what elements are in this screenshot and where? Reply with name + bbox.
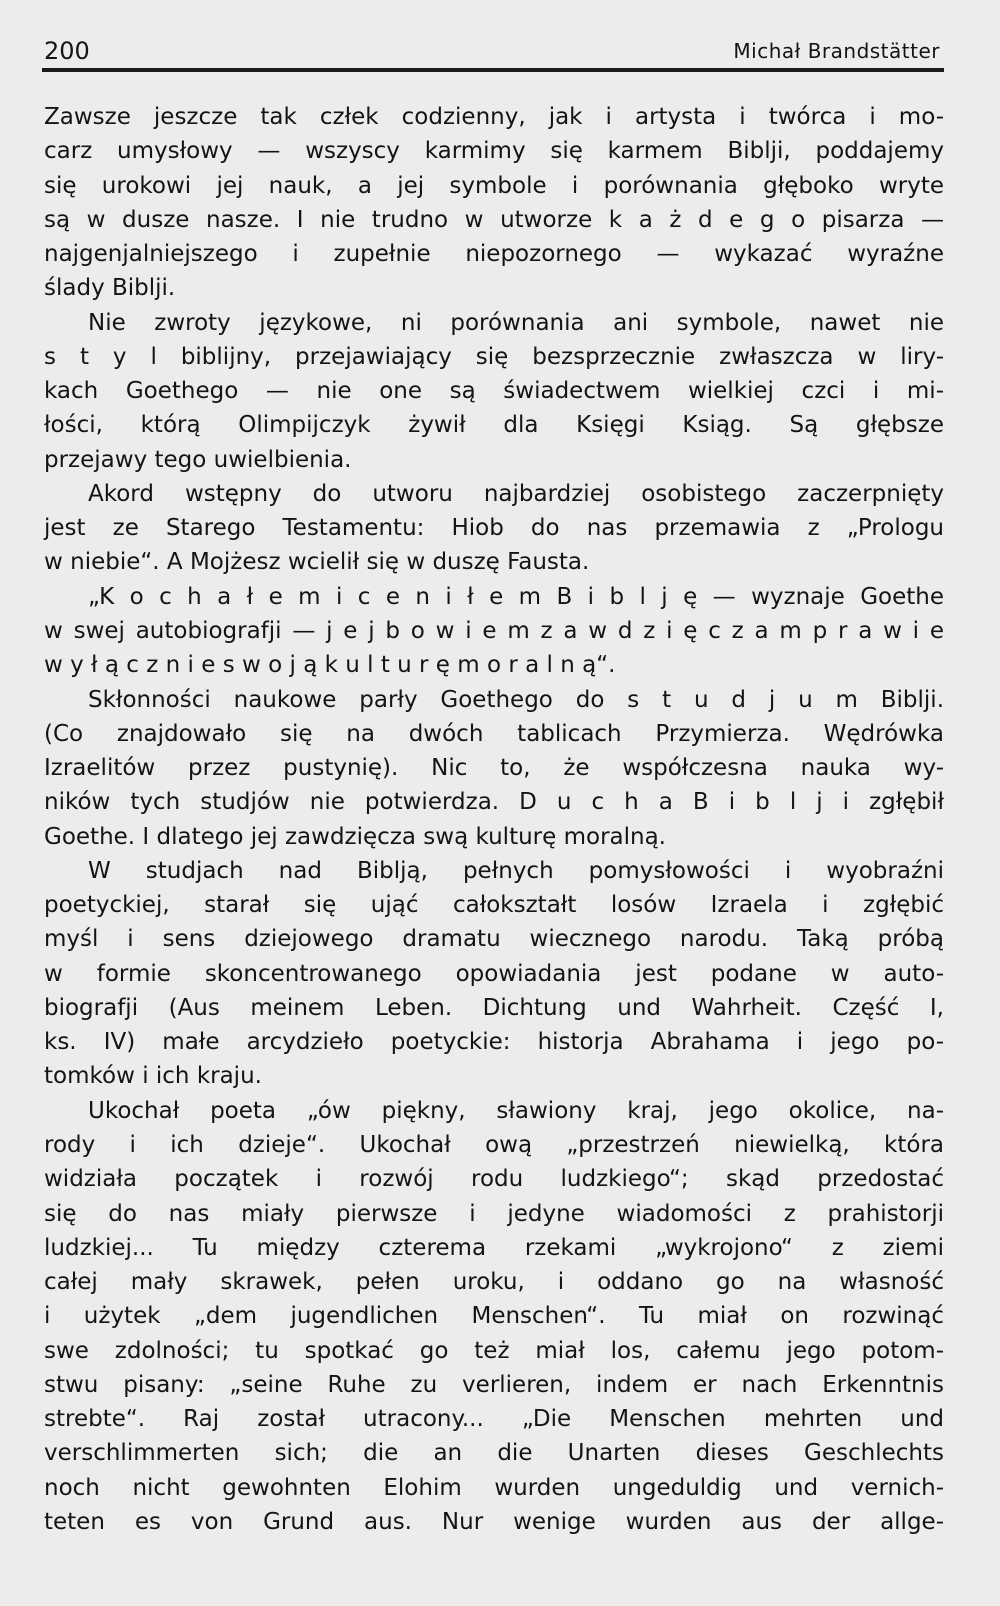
text-line: tomków i ich kraju. [44,1063,262,1090]
text-line: teten es von Grund aus. Nur wenige wurden aus der allge- [44,1508,944,1535]
text-line: s t y l biblijny, przejawiający się bezsprzecznie zwłaszcza w liry- [44,343,944,370]
text-line: ślady Biblji. [44,275,176,302]
text-line: w swej autobiografji — j e j b o w i e m z a w d z i ę c z a m p r a w i e [44,617,944,644]
text-line: łości, którą Olimpijczyk żywił dla Księgi Ksiąg. Są głębsze [44,412,944,439]
text-line: verschlimmerten sich; die an die Unarten dieses Geschlechts [44,1440,944,1467]
header-rule [42,68,944,72]
text-line: kach Goethego — nie one są świadectwem wielkiej czci i mi- [44,378,944,405]
text-line: rody i ich dzieje“. Ukochał ową „przestrzeń niewielką, która [44,1131,944,1158]
text-line: poetyckiej, starał się ująć całokształt losów Izraela i zgłębić [44,892,944,919]
text-line: ludzkiej... Tu między czterema rzekami „wykrojono“ z ziemi [44,1234,944,1261]
text-line: najgenjalniejszego i zupełnie niepozornego — wykazać wyraźne [44,241,944,268]
text-line: „K o c h a ł e m i c e n i ł e m B i b l j ę — wyznaje Goethe [88,583,944,610]
text-line: (Co znajdowało się na dwóch tablicach Przymierza. Wędrówka [44,720,944,747]
text-line: Zawsze jeszcze tak człek codzienny, jak i artysta i twórca i mo- [44,104,944,130]
text-line: Skłonności naukowe parły Goethego do s t u d j u m Biblji. [88,686,944,713]
text-line: Ukochał poeta „ów piękny, sławiony kraj, jego okolice, na- [88,1097,944,1124]
body-text [44,100,944,1539]
text-line: W studjach nad Biblją, pełnych pomysłowości i wyobraźni [88,857,944,884]
text-line: biografji (Aus meinem Leben. Dichtung und Wahrheit. Część I, [44,994,944,1021]
text-line: przejawy tego uwielbienia. [44,446,352,473]
page-number: 200 [44,37,90,65]
text-line: jest ze Starego Testamentu: Hiob do nas przemawia z „Prologu [44,515,944,542]
text-line: noch nicht gewohnten Elohim wurden ungeduldig und vernich- [44,1474,944,1501]
text-line: całej mały skrawek, pełen uroku, i oddano go na własność [44,1269,944,1296]
text-line: Izraelitów przez pustynię). Nic to, że współczesna nauka wy- [44,755,944,782]
text-line: i użytek „dem jugendlichen Menschen“. Tu miał on rozwinąć [44,1303,944,1330]
text-line: swe zdolności; tu spotkać go też miał los, całemu jego potom- [44,1337,944,1364]
text-line: w niebie“. A Mojżesz wcielił się w duszę Fausta. [44,549,590,576]
running-head-author: Michał Brandstätter [733,39,940,63]
text-line: myśl i sens dziejowego dramatu wiecznego narodu. Taką próbą [44,926,944,953]
text-line: widziała początek i rozwój rodu ludzkiego“; skąd przedostać [44,1166,944,1193]
text-line: stwu pisany: „seine Ruhe zu verlieren, indem er nach Erkenntnis [44,1371,944,1398]
text-line: carz umysłowy — wszyscy karmimy się karmem Biblji, poddajemy [44,138,944,165]
text-line: Goethe. I dlatego jej zawdzięcza swą kulturę moralną. [44,823,666,850]
text-line: ks. IV) małe arcydzieło poetyckie: historja Abrahama i jego po- [44,1029,944,1056]
text-line: się urokowi jej nauk, a jej symbole i porównania głęboko wryte [44,172,944,199]
text-line: Nie zwroty językowe, ni porównania ani symbole, nawet nie [88,309,944,336]
text-line: w y ł ą c z n i e s w o j ą k u l t u r ę m o r a l n ą“. [44,652,616,679]
text-line: są w dusze nasze. I nie trudno w utworze k a ż d e g o pisarza — [44,206,944,233]
text-line: Akord wstępny do utworu najbardziej osobistego zaczerpnięty [88,480,944,507]
text-line: się do nas miały pierwsze i jedyne wiadomości z prahistorji [44,1200,944,1227]
text-line: w formie skoncentrowanego opowiadania jest podane w auto- [44,960,944,987]
text-line: ników tych studjów nie potwierdza. D u c h a B i b l j i zgłębił [44,789,944,816]
text-line: strebte“. Raj został utracony... „Die Menschen mehrten und [44,1406,944,1433]
